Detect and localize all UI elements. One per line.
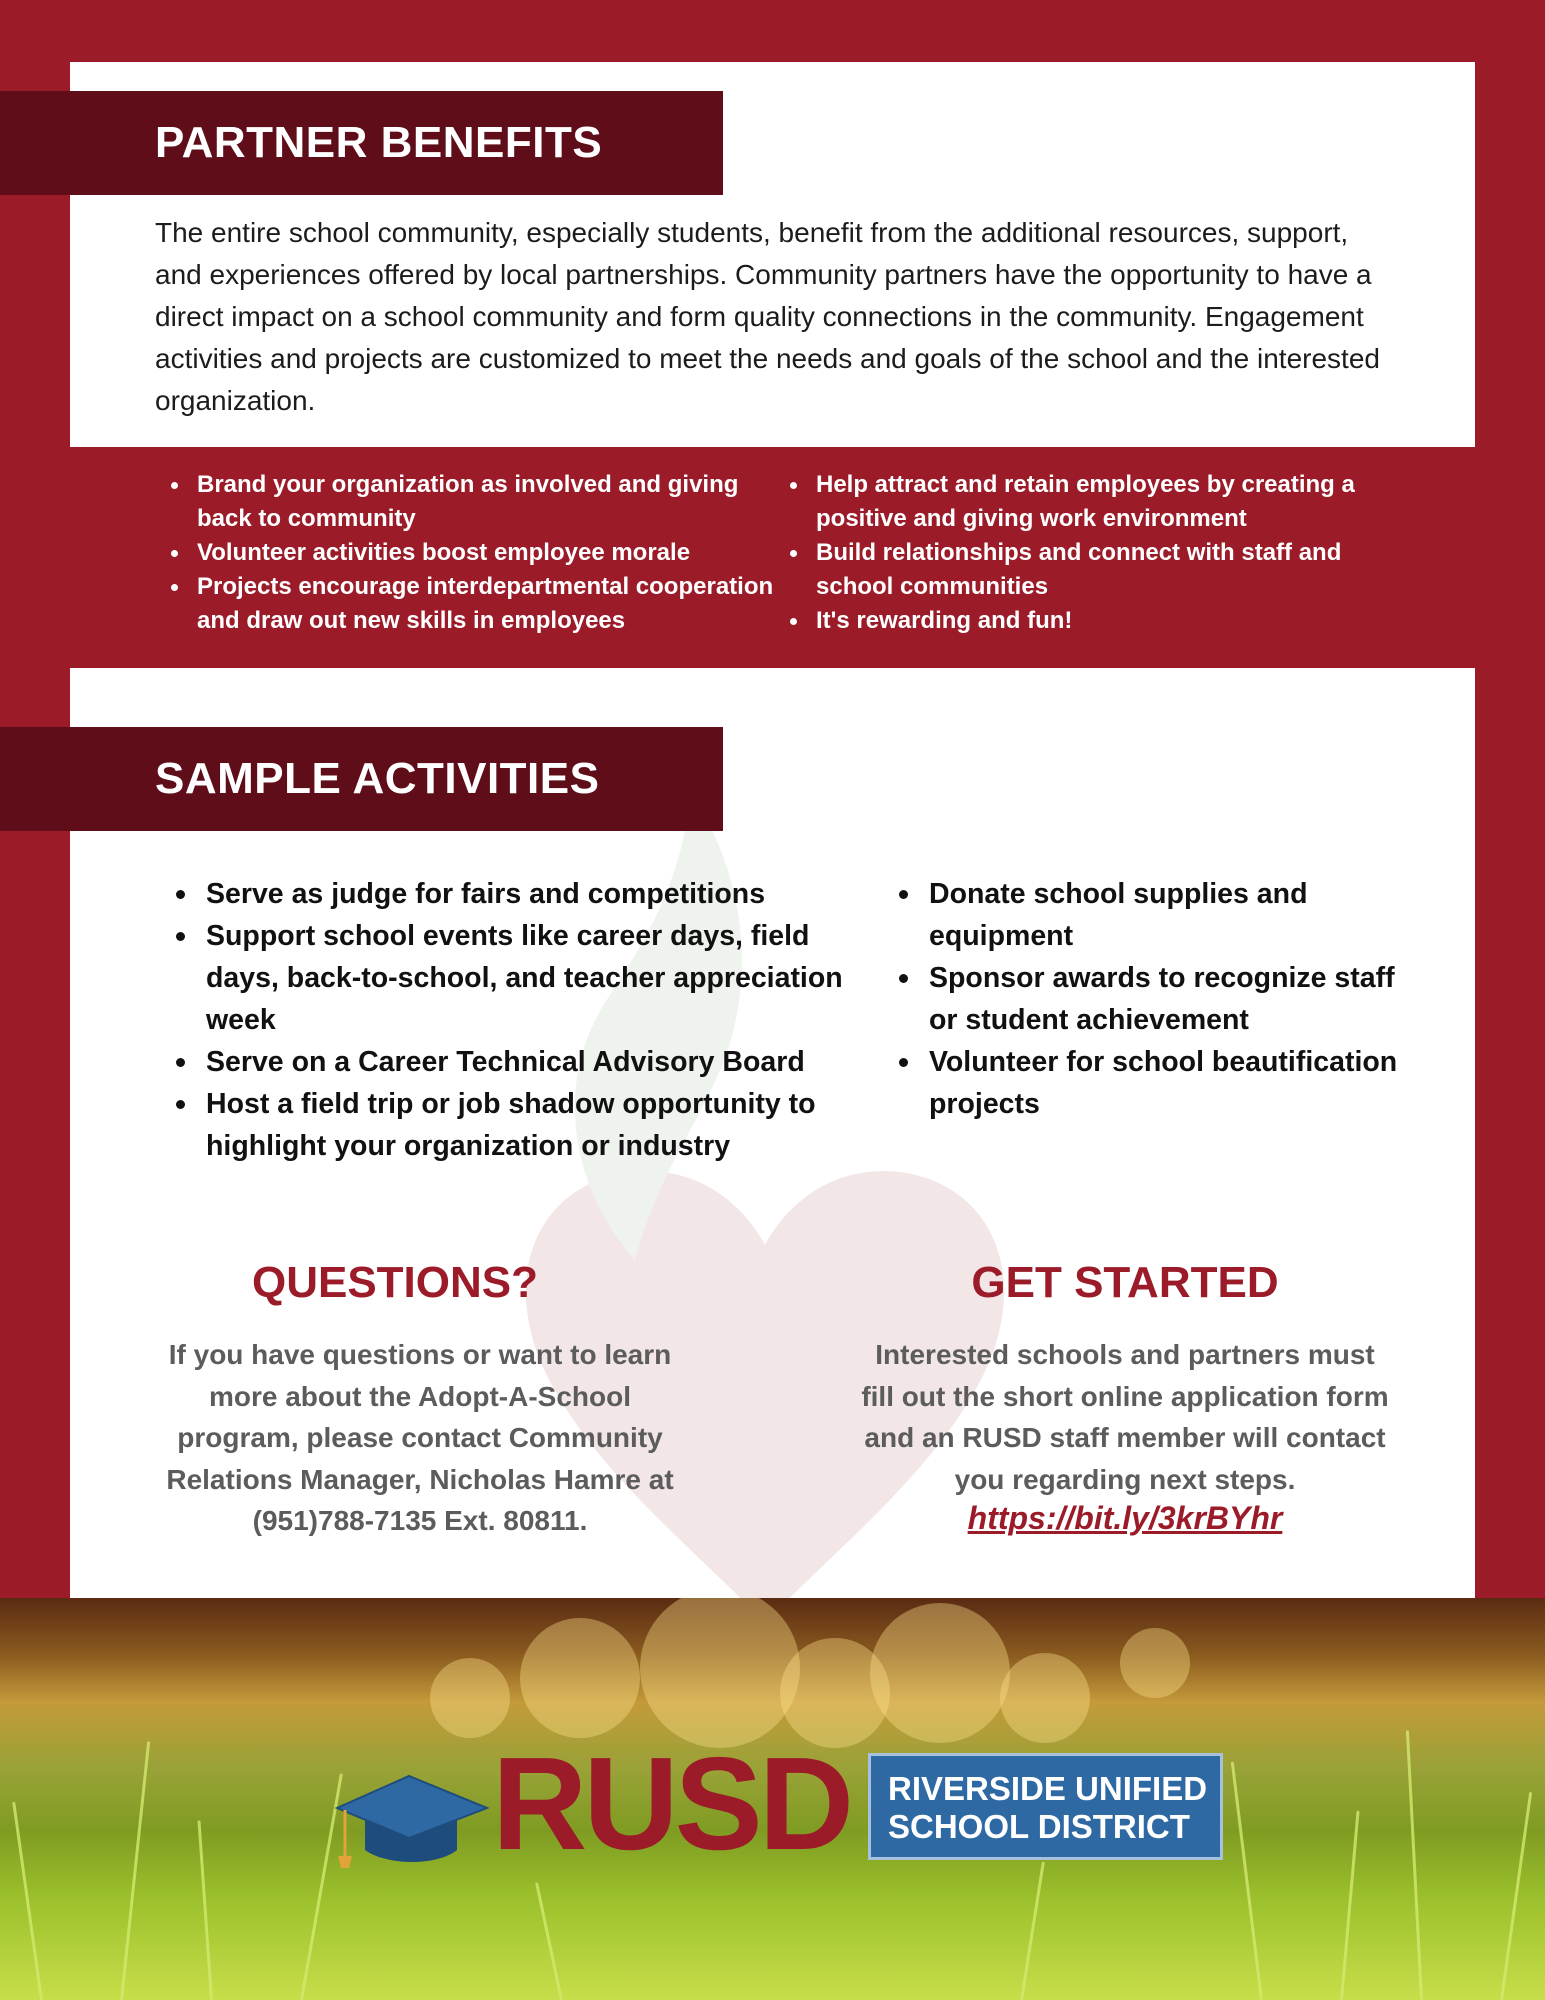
district-name-line2: SCHOOL DISTRICT <box>888 1808 1190 1845</box>
list-item: Serve on a Career Technical Advisory Board <box>206 1041 846 1083</box>
list-item: Host a field trip or job shadow opportunity to highlight your organization or industry <box>206 1083 846 1167</box>
district-name-line1: RIVERSIDE UNIFIED <box>888 1770 1208 1807</box>
list-item: Serve as judge for fairs and competitions <box>206 873 846 915</box>
get-started-body: Interested schools and partners must fill out the short online application form and an RUSD staff member will contact you regarding next steps. <box>861 1339 1389 1495</box>
list-item: Support school events like career days, field days, back-to-school, and teacher appreciation week <box>206 915 846 1041</box>
application-link[interactable]: https://bit.ly/3krBYhr <box>967 1500 1283 1536</box>
questions-body: If you have questions or want to learn more about the Adopt-A-School program, please contact Community Relations Manager, Nicholas Hamre at (951)788-7135 Ext. 80811. <box>166 1339 674 1536</box>
list-item: Donate school supplies and equipment <box>929 873 1409 957</box>
partner-benefits-heading: PARTNER BENEFITS <box>0 91 723 195</box>
list-item: Volunteer activities boost employee morale <box>197 536 787 570</box>
sample-activities-heading: SAMPLE ACTIVITIES <box>0 727 723 831</box>
list-item: Volunteer for school beautification projects <box>929 1041 1409 1125</box>
list-item: Projects encourage interdepartmental cooperation and draw out new skills in employees <box>197 570 787 638</box>
questions-title: QUESTIONS? <box>251 1258 539 1307</box>
activities-list-right <box>929 873 1409 1125</box>
get-started-title: GET STARTED <box>971 1258 1279 1307</box>
benefits-list-left <box>197 468 787 638</box>
list-item: Help attract and retain employees by creating a positive and giving work environment <box>816 468 1376 536</box>
activities-list-left <box>206 873 846 1167</box>
partner-benefits-intro: The entire school community, especially students, benefit from the additional resources, support, and experiences offered by local partnerships. Community partners have the opportunity to have a direct impact on a school community and form quality connections in the community. Engagement activities and projects are customized to meet the needs and goals of the school and the interested organization. <box>155 217 1380 416</box>
graduation-cap-icon <box>327 1768 492 1878</box>
list-item: Brand your organization as involved and giving back to community <box>197 468 787 536</box>
benefits-list-right <box>816 468 1376 638</box>
list-item: Sponsor awards to recognize staff or student achievement <box>929 957 1409 1041</box>
rusd-wordmark: RUSD <box>492 1730 851 1877</box>
district-name-box <box>868 1753 1223 1860</box>
list-item: It's rewarding and fun! <box>816 604 1376 638</box>
list-item: Build relationships and connect with staff and school communities <box>816 536 1376 604</box>
rusd-logo <box>327 1730 1227 1877</box>
